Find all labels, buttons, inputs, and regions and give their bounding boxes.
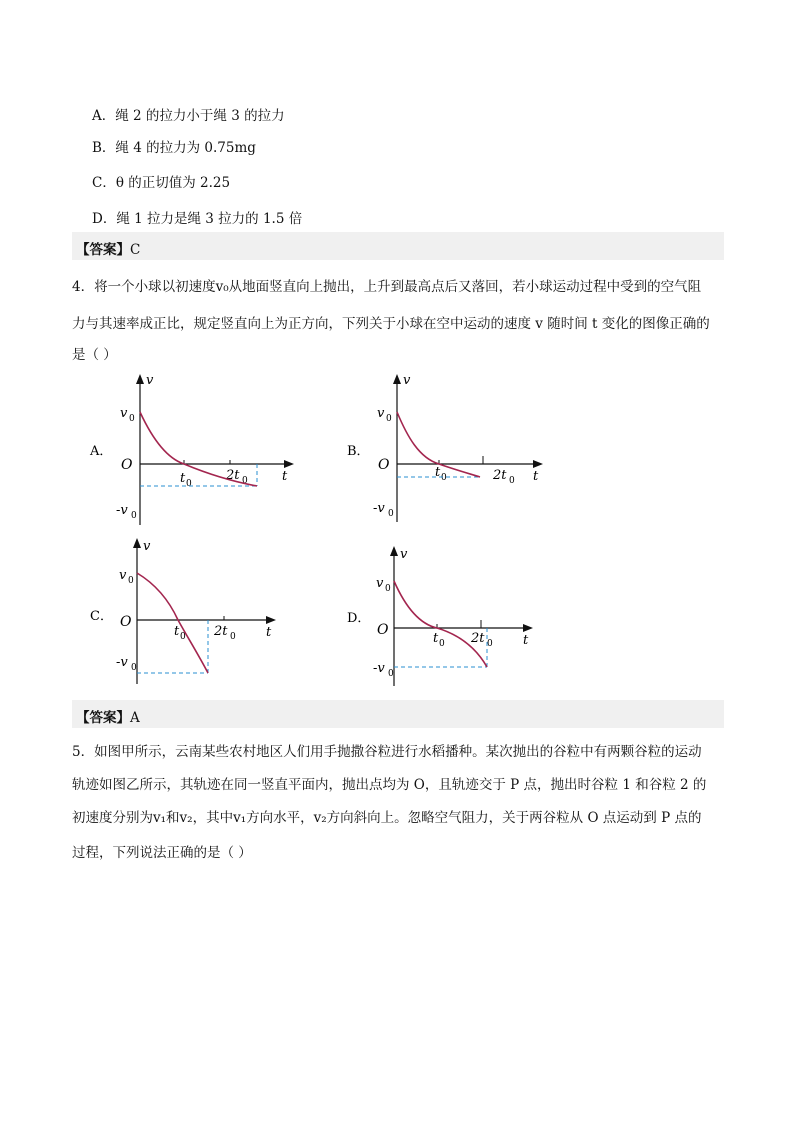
- graph-d-t-arrow: [523, 624, 533, 632]
- graph-b-t0-label: t: [435, 465, 441, 480]
- graph-c-2t0-label: 2t: [214, 624, 228, 639]
- graph-d-neg-v0-label: -v: [373, 661, 385, 676]
- graph-c: [90, 536, 310, 690]
- q5-line-3: 初速度分别为v₁和v₂，其中v₁方向水平，v₂方向斜向上。忽略空气阻力，关于两谷粒从 O 点运动到 P 点的: [72, 810, 702, 826]
- q5-line-4: 过程，下列说法正确的是（ ）: [72, 845, 252, 861]
- graph-a: [90, 372, 310, 531]
- q4-line-3: 是（ ）: [72, 347, 117, 363]
- graph-a-2t0-label: 2t: [226, 468, 240, 483]
- graph-c-neg-v0-label: -v: [116, 655, 128, 670]
- answer-bar-q3: [72, 232, 724, 260]
- option-c-q3: C．θ 的正切值为 2.25: [92, 175, 231, 191]
- graph-a-t-label: t: [282, 469, 288, 484]
- graph-d-t0-label: t: [433, 631, 439, 646]
- graph-a-v0-label: v: [120, 406, 128, 421]
- q5-line-2: 轨迹如图乙所示，其轨迹在同一竖直平面内，抛出点均为 O，且轨迹交于 P 点，抛出时谷粒 1 和谷粒 2 的: [72, 777, 707, 793]
- graph-b-2t0-sub: 0: [509, 476, 515, 486]
- graph-d-curve: [394, 581, 487, 667]
- graph-c-t-arrow: [266, 616, 276, 624]
- graph-d-v-label: v: [400, 547, 408, 562]
- graph-a-neg-v0-label: -v: [116, 503, 128, 518]
- graph-d-t0-sub: 0: [439, 639, 445, 649]
- graph-b-v0-label: v: [377, 406, 385, 421]
- graph-d-t-label: t: [523, 633, 529, 648]
- answer-label: 【答案】: [76, 710, 130, 726]
- graph-a-t0-sub: 0: [186, 479, 192, 489]
- q4-line-1: 4．将一个小球以初速度v₀从地面竖直向上抛出，上升到最高点后又落回，若小球运动过程中受到的空气阻: [72, 279, 702, 295]
- graph-d-neg-v0-sub: 0: [388, 669, 394, 679]
- option-b-q3: B．绳 4 的拉力为 0.75mg: [92, 140, 256, 156]
- graph-d-v0-label: v: [376, 576, 384, 591]
- graph-c-curve: [137, 573, 208, 673]
- option-a-q3: A．绳 2 的拉力小于绳 3 的拉力: [92, 108, 285, 124]
- graph-b-v0-sub: 0: [386, 414, 392, 424]
- q5-line-1: 5．如图甲所示，云南某些农村地区人们用手抛撒谷粒进行水稻播种。某次抛出的谷粒中有两颗谷粒的运动: [72, 744, 702, 760]
- answer-bar-q4: [72, 700, 724, 728]
- graph-a-v-label: v: [146, 373, 154, 388]
- graph-a-t-arrow: [284, 460, 294, 468]
- graph-a-v-arrow: [136, 374, 144, 384]
- graph-d-letter: D．: [347, 611, 371, 626]
- option-d-q3: D．绳 1 拉力是绳 3 拉力的 1.5 倍: [92, 211, 303, 227]
- graph-c-2t0-sub: 0: [230, 632, 236, 642]
- graph-c-v-arrow: [133, 538, 141, 548]
- graph-d-v0-sub: 0: [385, 584, 391, 594]
- graph-d-2t0-label: 2t: [471, 631, 485, 646]
- graph-c-v-label: v: [143, 539, 151, 554]
- graph-c-letter: C．: [90, 609, 113, 624]
- graph-d-v-arrow: [390, 546, 398, 556]
- graph-b-origin: O: [378, 457, 390, 473]
- graph-c-v0-sub: 0: [128, 576, 134, 586]
- graph-c-t0-label: t: [174, 624, 180, 639]
- graph-b-letter: B．: [347, 444, 370, 459]
- q4-line-2: 力与其速率成正比，规定竖直向上为正方向，下列关于小球在空中运动的速度 v 随时间 t 变化的图像正确的: [72, 316, 710, 332]
- answer-value: A: [130, 710, 140, 726]
- graph-d-2t0-sub: 0: [487, 639, 493, 649]
- graph-a-letter: A．: [90, 444, 113, 459]
- graph-d-origin: O: [377, 622, 389, 638]
- graph-a-t0-label: t: [180, 471, 186, 486]
- answer-value: C: [130, 242, 141, 258]
- graph-b-neg-v0-sub: 0: [388, 509, 394, 519]
- graph-c-t0-sub: 0: [180, 632, 186, 642]
- graph-b-t0-sub: 0: [441, 473, 447, 483]
- graph-c-neg-v0-sub: 0: [131, 663, 137, 673]
- graph-b-v-label: v: [403, 373, 411, 388]
- graph-c-v0-label: v: [119, 568, 127, 583]
- answer-label: 【答案】: [76, 242, 130, 258]
- graph-b-v-arrow: [393, 374, 401, 384]
- graph-a-2t0-sub: 0: [242, 476, 248, 486]
- graph-c-t-label: t: [266, 625, 272, 640]
- graph-b: [347, 372, 567, 531]
- graph-a-origin: O: [121, 457, 133, 473]
- graph-b-t-label: t: [533, 469, 539, 484]
- graph-a-neg-v0-sub: 0: [131, 511, 137, 521]
- graph-b-2t0-label: 2t: [493, 468, 507, 483]
- graph-a-v0-sub: 0: [129, 414, 135, 424]
- graph-c-origin: O: [120, 614, 132, 630]
- graph-b-t-arrow: [533, 460, 543, 468]
- graph-b-neg-v0-label: -v: [373, 501, 385, 516]
- graph-d: [347, 544, 567, 693]
